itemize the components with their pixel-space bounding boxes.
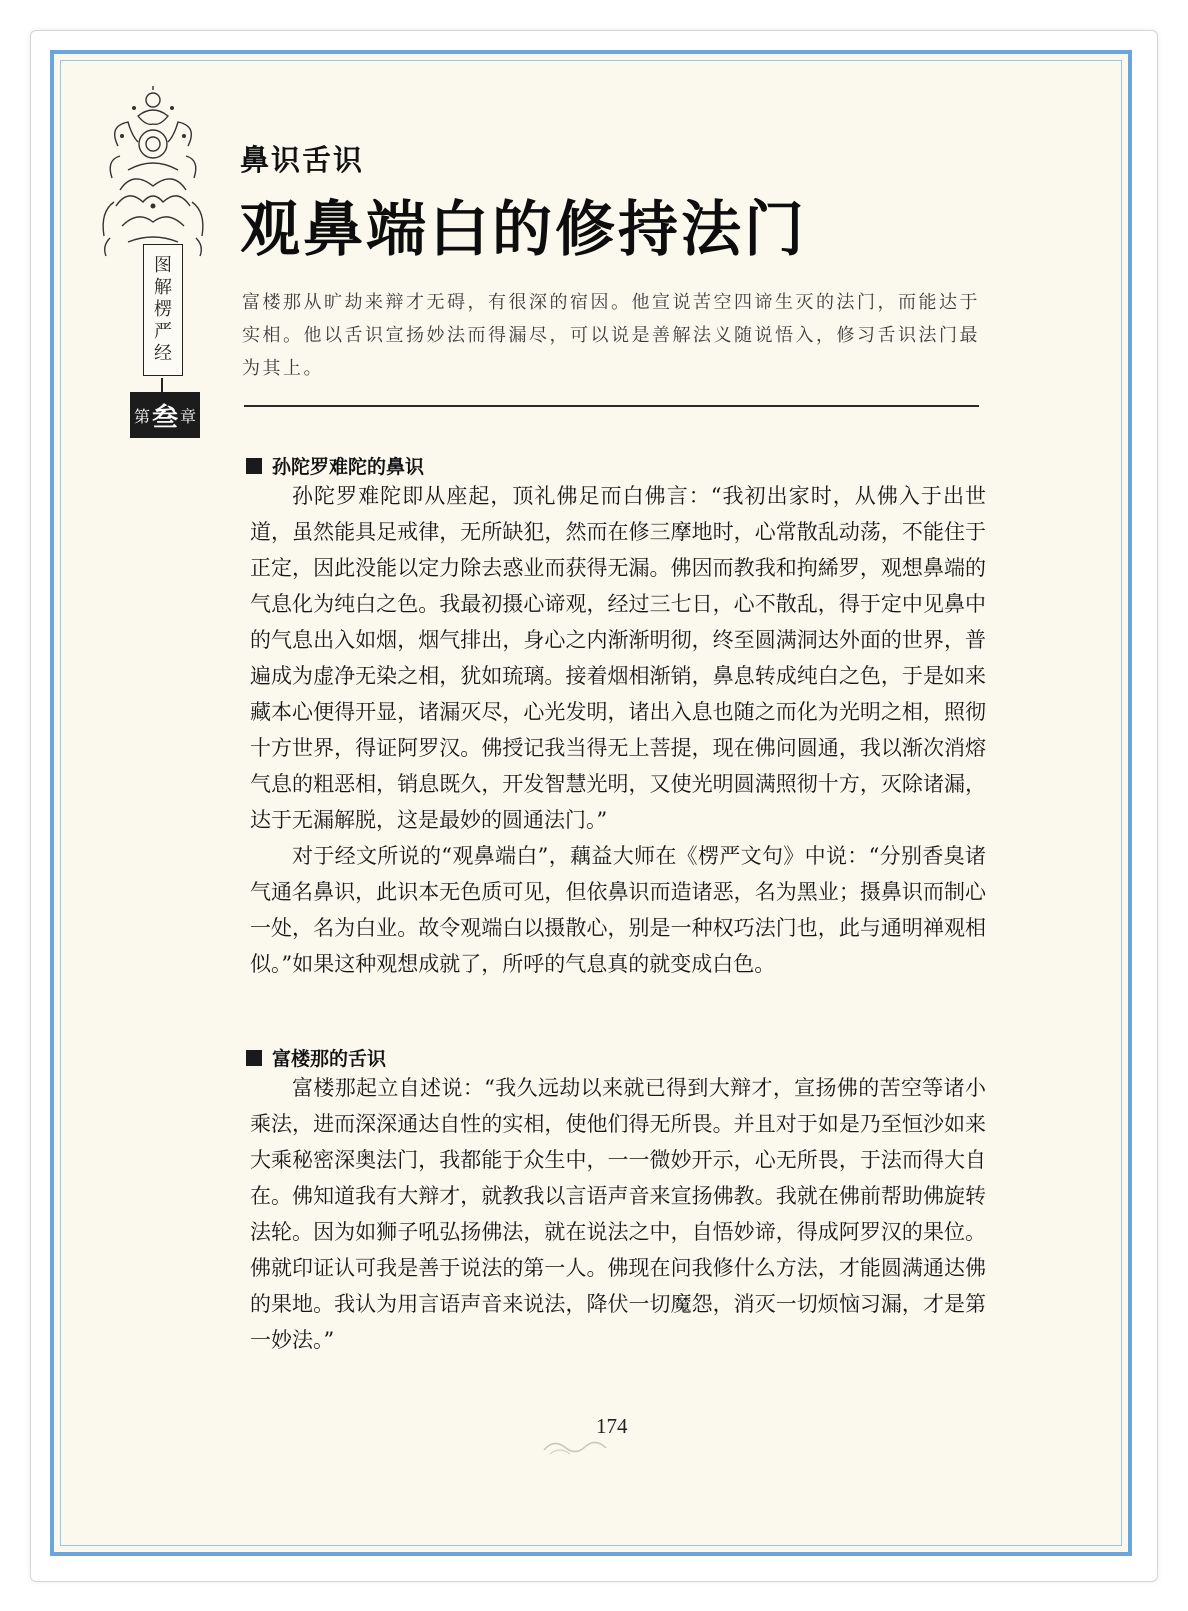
section-heading-purna: 富楼那的舌识 bbox=[246, 1044, 386, 1071]
body-paragraph: 对于经文所说的“观鼻端白”，藕益大师在《楞严文句》中说：“分别香臭诸气通名鼻识，此识本无色质可见，但依鼻识而造诸恶，名为黑业；摄鼻识而制心一处，名为白业。故令观端白以摄散心，别是一种权巧法门也，此与通明禅观相似。”如果这种观想成就了，所呼的气息真的就变成白色。 bbox=[250, 844, 986, 976]
square-bullet-icon bbox=[246, 458, 262, 474]
chapter-prefix: 第 bbox=[133, 408, 150, 426]
page-subtitle: 鼻识舌识 bbox=[240, 143, 365, 177]
body-paragraph: 孙陀罗难陀即从座起，顶礼佛足而白佛言：“我初出家时，从佛入于出世道，虽然能具足戒律，无所缺犯，然而在修三摩地时，心常散乱动荡，不能住于正定，因此没能以定力除去惑业而获得无漏。佛因而教我和拘絺罗，观想鼻端的气息化为纯白之色。我最初摄心谛观，经过三七日，心不散乱，得于定中见鼻中的气息出入如烟，烟气排出，身心之内渐渐明彻，终至圆满洞达外面的世界，普遍成为虚净无染之相，犹如琉璃。接着烟相渐销，鼻息转成纯白之色，于是如来藏本心便得开显，诸漏灭尽，心光发明，诸出入息也随之而化为光明之相，照彻十方世界，得证阿罗汉。佛授记我当得无上菩提，现在佛问圆通，我以渐次消熔气息的粗恶相，销息既久，开发智慧光明，又使光明圆满照彻十方，灭除诸漏，达于无漏解脱，这是最妙的圆通法门。” bbox=[250, 484, 986, 832]
book-title-label: 图解楞严经 bbox=[143, 244, 183, 376]
section-body-purna bbox=[250, 1070, 986, 1358]
body-paragraph: 富楼那起立自述说：“我久远劫以来就已得到大辩才，宣扬佛的苦空等诸小乘法，进而深深通达自性的实相，使他们得无所畏。并且对于如是乃至恒沙如来大乘秘密深奥法门，我都能于众生中，一一微妙开示，心无所畏，于法而得大自在。佛知道我有大辩才，就教我以言语声音来宣扬佛教。我就在佛前帮助佛旋转法轮。因为如狮子吼弘扬佛法，就在说法之中，自悟妙谛，得成阿罗汉的果位。佛就印证认可我是善于说法的第一人。佛现在问我修什么方法，才能圆满通达佛的果地。我认为用言语声音来说法，降伏一切魔怨，消灭一切烦恼习漏，才是第一妙法。” bbox=[250, 1076, 986, 1352]
section-heading-sundarananda: 孙陀罗难陀的鼻识 bbox=[246, 452, 424, 479]
page-title: 观鼻端白的修持法门 bbox=[240, 195, 807, 265]
page-number: 174 bbox=[596, 1414, 628, 1438]
chapter-suffix: 章 bbox=[180, 408, 197, 426]
lotus-ornament-icon bbox=[98, 86, 208, 266]
connector-line bbox=[161, 378, 163, 392]
chapter-badge bbox=[130, 392, 200, 438]
chapter-number: 叁 bbox=[151, 401, 178, 432]
square-bullet-icon bbox=[246, 1050, 262, 1066]
section-body-sundarananda bbox=[250, 478, 986, 982]
intro-paragraph: 富楼那从旷劫来辩才无碍，有很深的宿因。他宣说苦空四谛生灭的法门，而能达于实相。他以舌识宣扬妙法而得漏尽，可以说是善解法义随说悟入，修习舌识法门最为其上。 bbox=[242, 292, 980, 379]
divider bbox=[244, 405, 979, 407]
